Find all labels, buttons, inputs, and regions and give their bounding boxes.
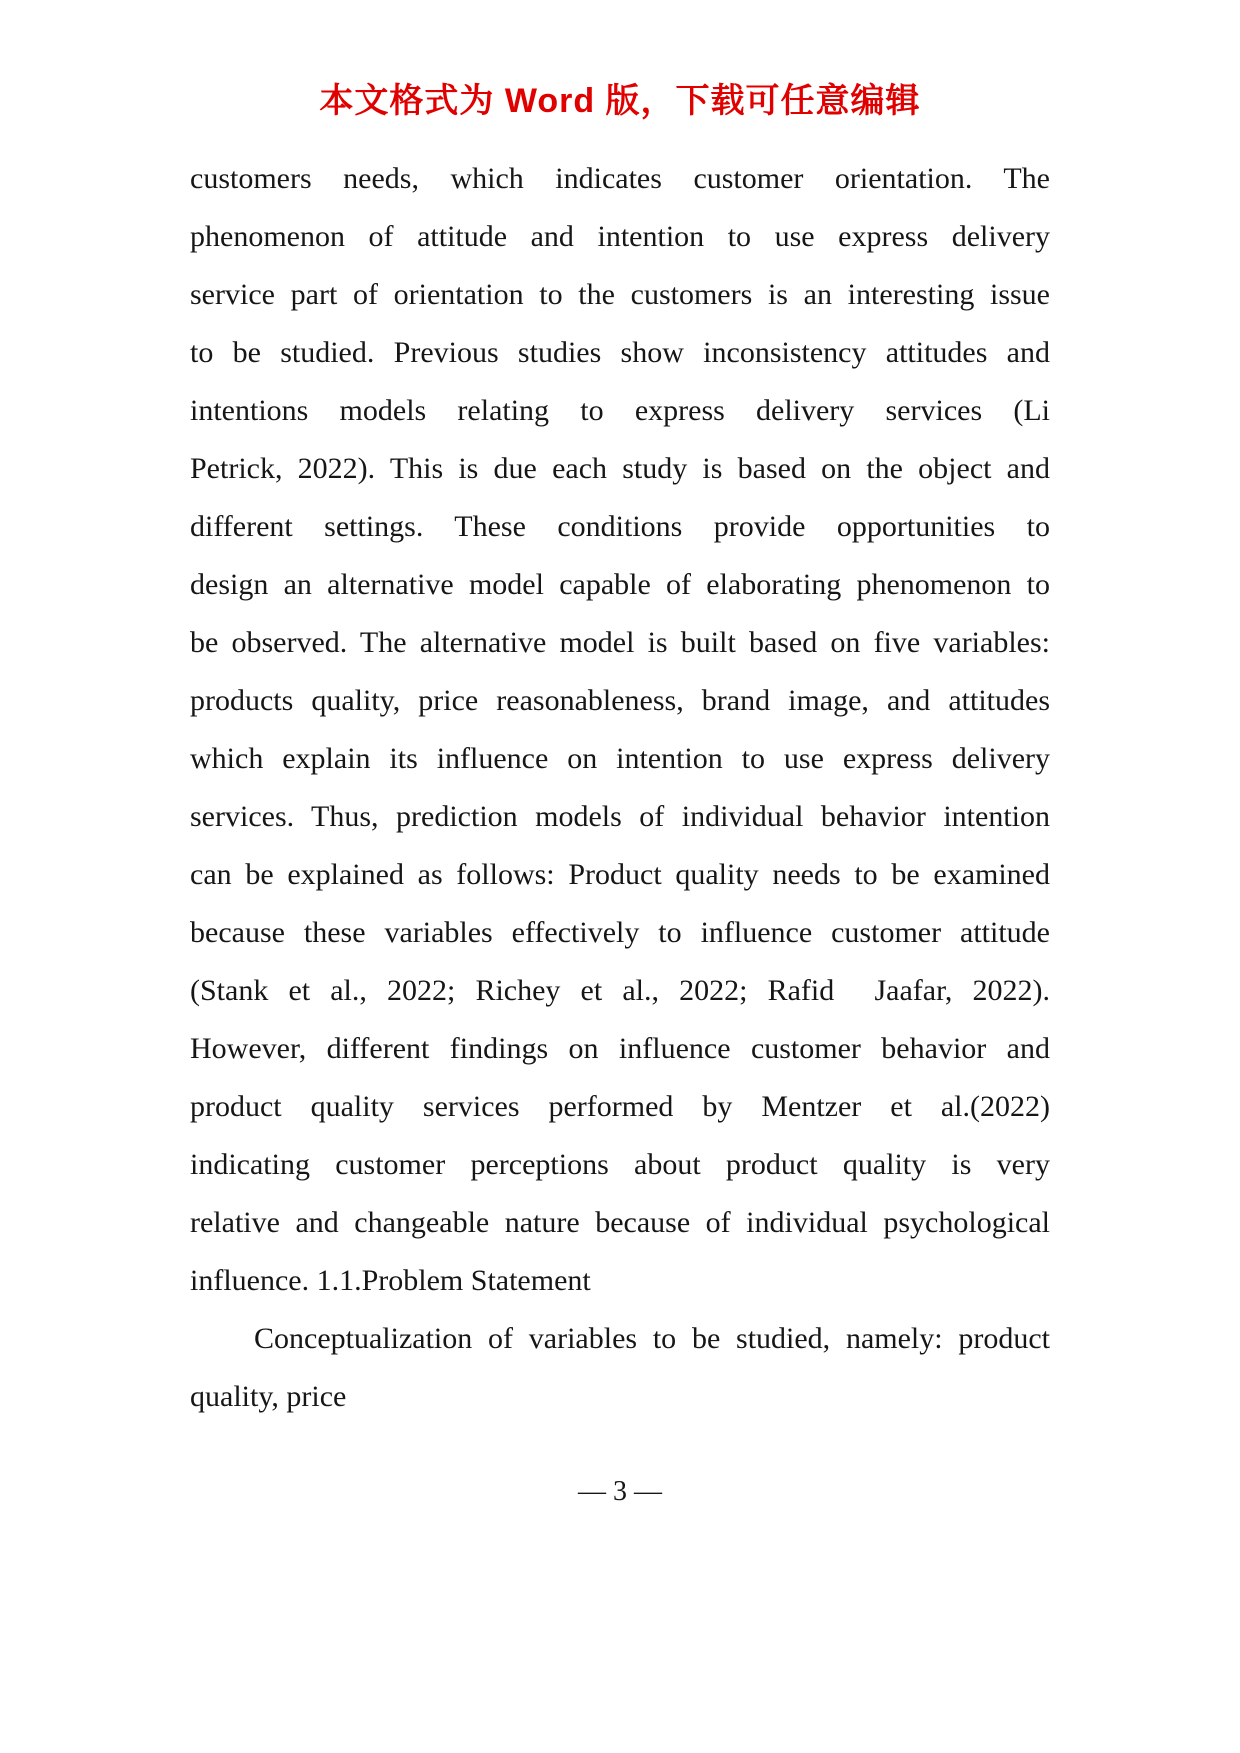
text-line: different settings. These conditions provide opportunities to [190, 510, 1050, 543]
text-line: Petrick, 2022). This is due each study is based on the object and [190, 452, 1050, 485]
text-line: service part of orientation to the customers is an interesting issue [190, 278, 1050, 311]
text-line: because these variables effectively to influence customer attitude [190, 916, 1050, 949]
text-line: However, different findings on influence customer behavior and [190, 1032, 1050, 1065]
text-line: be observed. The alternative model is built based on five variables: [190, 626, 1050, 659]
text-line: Conceptualization of variables to be studied, namely: product [254, 1322, 1050, 1355]
text-line: products quality, price reasonableness, brand image, and attitudes [190, 684, 1050, 717]
text-line: quality, price [190, 1380, 347, 1413]
text-line: which explain its influence on intention to use express delivery [190, 742, 1050, 775]
text-line: intentions models relating to express delivery services (Li [190, 394, 1050, 427]
text-line: indicating customer perceptions about product quality is very [190, 1148, 1050, 1181]
text-line: product quality services performed by Mentzer et al.(2022) [190, 1090, 1050, 1123]
text-line: customers needs, which indicates customer orientation. The [190, 162, 1050, 195]
text-line: to be studied. Previous studies show inconsistency attitudes and [190, 336, 1050, 369]
text-line: phenomenon of attitude and intention to use express delivery [190, 220, 1050, 253]
body-text [190, 150, 1050, 1426]
text-line: can be explained as follows: Product quality needs to be examined [190, 858, 1050, 891]
text-line: influence. 1.1.Problem Statement [190, 1264, 591, 1297]
page-number: — 3 — [578, 1476, 662, 1507]
text-line: design an alternative model capable of elaborating phenomenon to [190, 568, 1050, 601]
page-footer [0, 1472, 1240, 1512]
text-line: relative and changeable nature because of individual psychological [190, 1206, 1050, 1239]
text-line: (Stank et al., 2022; Richey et al., 2022; Rafid Jaafar, 2022). [190, 974, 1050, 1007]
header-notice: 本文格式为 Word 版，下载可任意编辑 [319, 82, 921, 120]
text-line: services. Thus, prediction models of individual behavior intention [190, 800, 1050, 833]
